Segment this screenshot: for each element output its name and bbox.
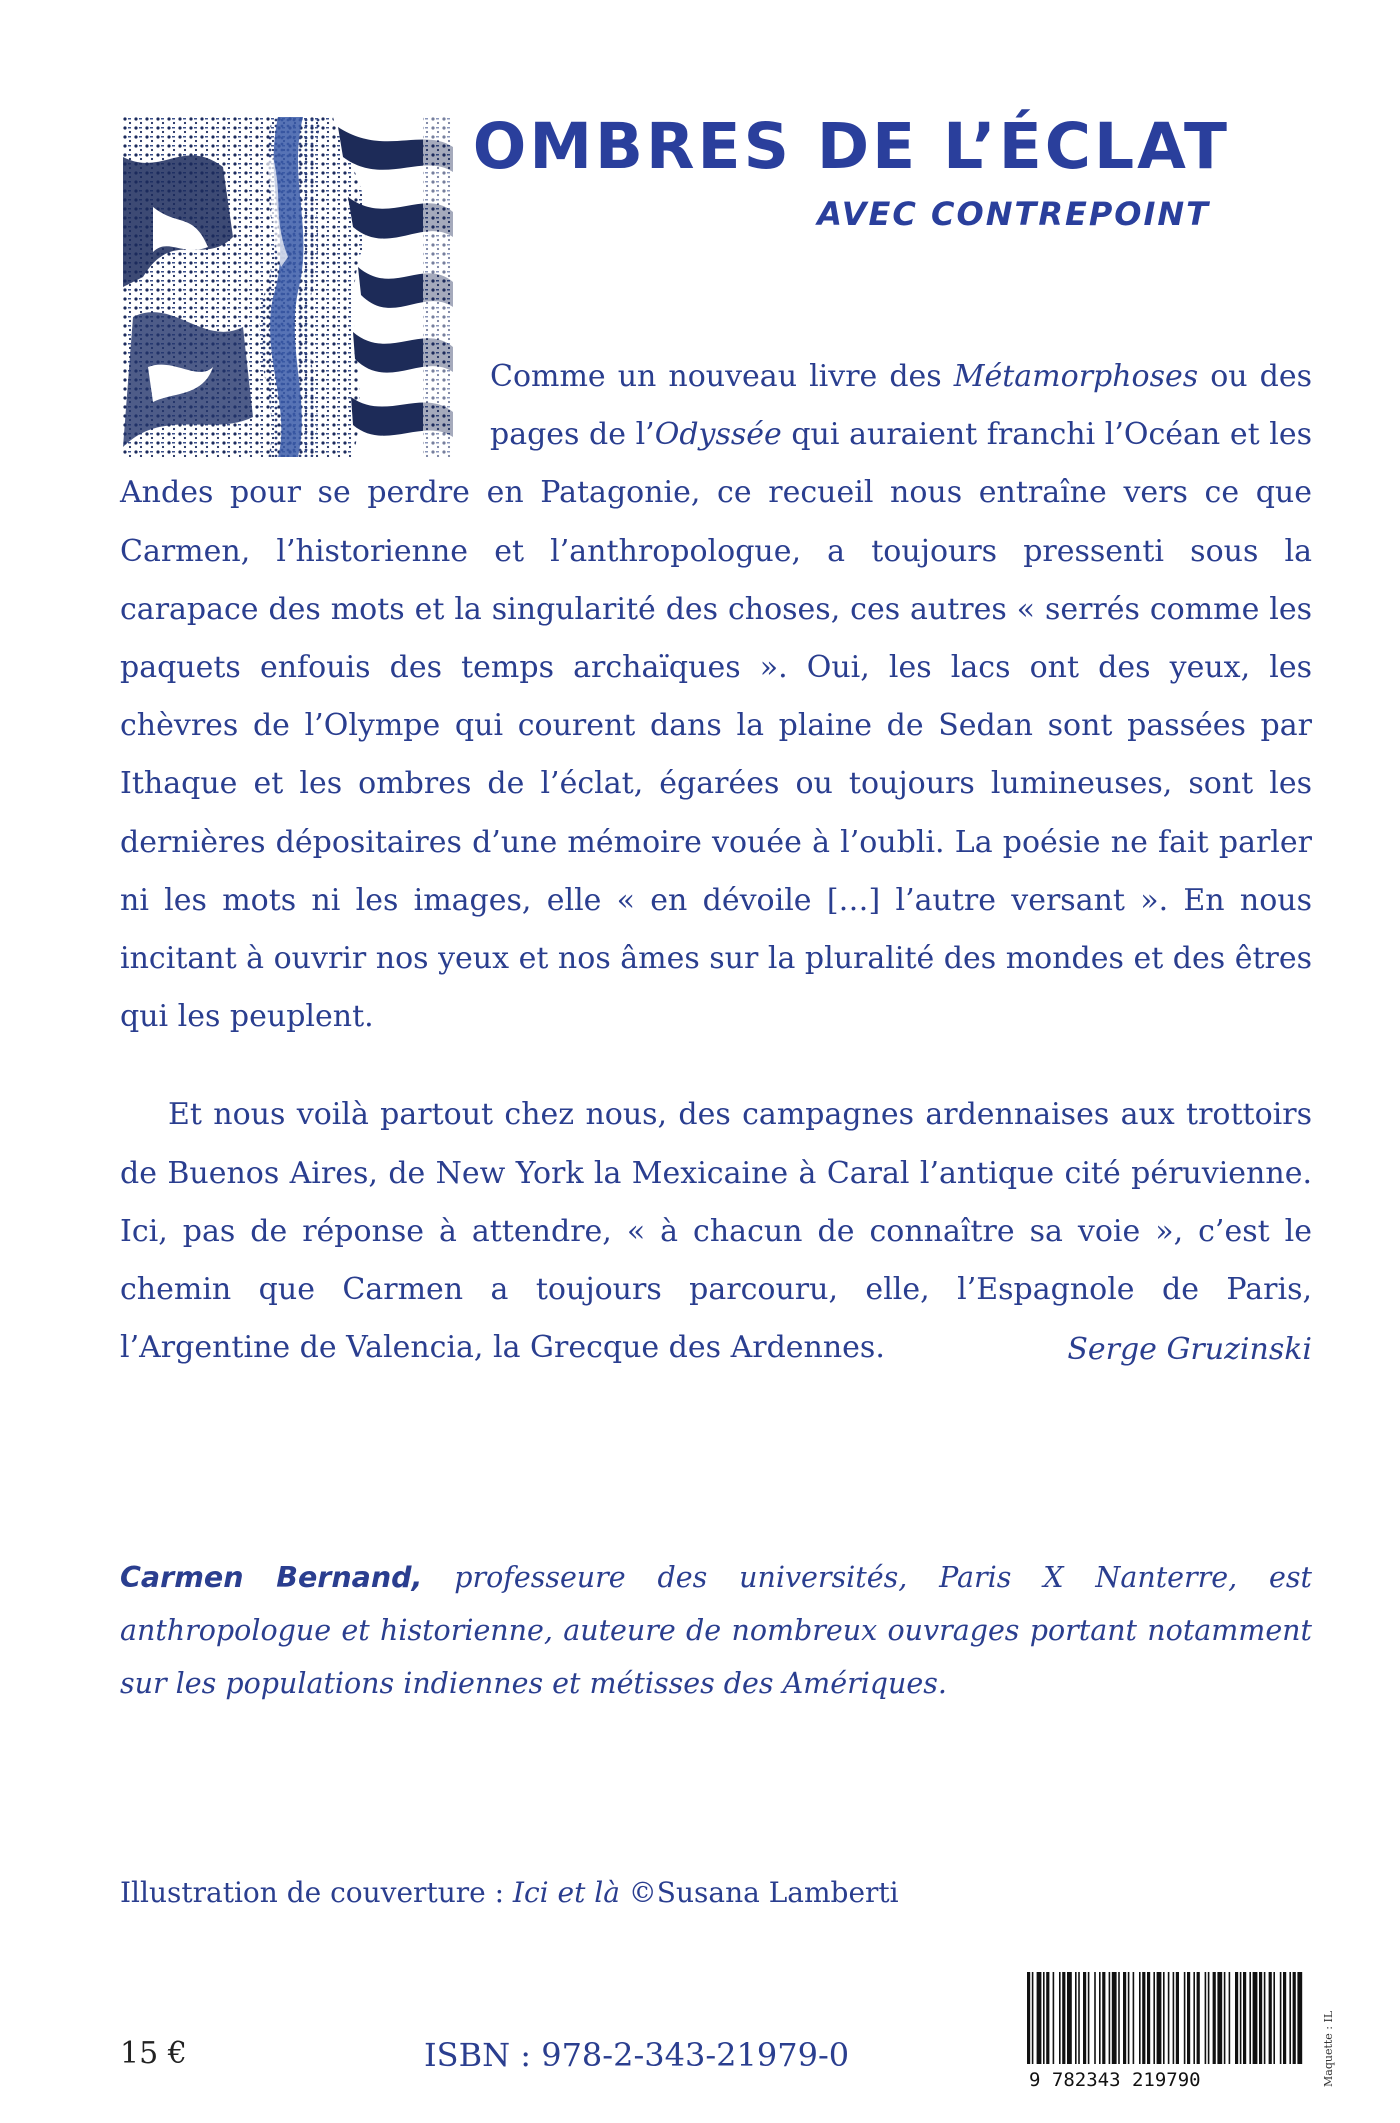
barcode-bar xyxy=(1173,1972,1175,2064)
price: 15 € xyxy=(120,2036,187,2071)
barcode-bar xyxy=(1083,1972,1086,2064)
blurb-text: ou des pages de l’ xyxy=(490,359,1313,453)
barcode-bar xyxy=(1297,1972,1302,2064)
barcode-bar xyxy=(1075,1972,1077,2064)
barcode-bar xyxy=(1259,1972,1262,2064)
barcode-bar xyxy=(1280,1972,1282,2064)
barcode-bar xyxy=(1102,1972,1105,2064)
barcode-bar xyxy=(1094,1972,1096,2064)
barcode-bars xyxy=(1025,1972,1307,2092)
barcode-bar xyxy=(1128,1972,1130,2064)
credit-prefix: Illustration de couverture : xyxy=(120,1876,513,1909)
barcode-bar xyxy=(1062,1972,1065,2064)
barcode-bar xyxy=(1046,1972,1049,2064)
barcode-bar xyxy=(1224,1972,1226,2064)
barcode-bar xyxy=(1187,1972,1190,2064)
barcode-bar xyxy=(1205,1972,1207,2064)
barcode-bar xyxy=(1163,1972,1165,2064)
barcode-bar xyxy=(1032,1972,1034,2064)
blurb-title-odyssee: Odyssée xyxy=(654,417,782,453)
barcode-bar xyxy=(1067,1972,1072,2064)
barcode-bar xyxy=(1229,1972,1231,2064)
barcode-bar xyxy=(1176,1972,1179,2064)
barcode-bar xyxy=(1273,1972,1275,2064)
barcode xyxy=(1025,1972,1307,2092)
barcode-bar xyxy=(1213,1972,1216,2064)
barcode-bar xyxy=(1112,1972,1117,2064)
barcode-digits: 9 782343 219790 xyxy=(1029,2069,1201,2091)
barcode-bar xyxy=(1123,1972,1126,2064)
barcode-bar xyxy=(1037,1972,1042,2064)
barcode-bar xyxy=(1293,1972,1296,2064)
barcode-bar xyxy=(1235,1972,1238,2064)
barcode-bar xyxy=(1240,1972,1242,2064)
barcode-bar xyxy=(1269,1972,1272,2064)
isbn: ISBN : 978-2-343-21979-0 xyxy=(424,2036,850,2074)
barcode-bar xyxy=(1197,1972,1200,2064)
maquette-text: Maquette : IL xyxy=(1322,2010,1335,2087)
book-subtitle: AVEC CONTREPOINT xyxy=(817,195,1210,233)
blurb xyxy=(120,348,1312,1377)
book-title: OMBRES DE L’ÉCLAT xyxy=(472,110,1230,183)
barcode-bar xyxy=(1147,1972,1150,2064)
barcode-bar xyxy=(1053,1972,1055,2064)
blurb-paragraph-2: Et nous voilà partout chez nous, des campagnes ardennaises aux trottoirs de Buenos Aires, de New York la Mexicaine à Caral l’antique cité péruvienne. Ici, pas de réponse à attendre, « à chacun de connaître sa voie », c’est le chemin que Carmen a toujours parcouru, elle, l’Espagnole de Paris, l’Argentine de Valencia, la Grecque des Ardennes. xyxy=(120,1097,1312,1366)
maquette-credit xyxy=(1318,1995,1338,2090)
barcode-bar xyxy=(1264,1972,1266,2064)
barcode-bar xyxy=(1133,1972,1135,2064)
signature: Serge Gruzinski xyxy=(1067,1332,1312,1367)
author-bio-text: professeure des universités, Paris X Nanterre, est anthropologue et historienne, auteure de nombreux ouvrages portant notamment sur les populations indiennes et métisses des Amériques. xyxy=(120,1561,1312,1700)
barcode-bar xyxy=(1217,1972,1222,2064)
barcode-bar xyxy=(1043,1972,1045,2064)
barcode-bar xyxy=(1027,1972,1030,2064)
author-bio xyxy=(120,1551,1312,1710)
credit-artwork: Ici et là xyxy=(512,1876,620,1909)
image-wrap-spacer xyxy=(120,348,490,460)
barcode-bar xyxy=(1249,1972,1251,2064)
barcode-bar xyxy=(1184,1972,1186,2064)
barcode-bar xyxy=(1109,1972,1111,2064)
barcode-bar xyxy=(1088,1972,1090,2064)
barcode-bar xyxy=(1142,1972,1145,2064)
barcode-bar xyxy=(1078,1972,1080,2064)
barcode-bar xyxy=(1118,1972,1120,2064)
author-name: Carmen Bernand, xyxy=(120,1561,423,1594)
blurb-title-metamorphoses: Métamorphoses xyxy=(953,359,1199,394)
barcode-bar xyxy=(1253,1972,1258,2064)
blurb-text: qui auraient franchi l’Océan et les Andes pour se perdre en Patagonie, ce recueil nous entraîne vers ce que Carmen, l’historienne et l’anthropologue, a toujours pressenti sous la carapace des mots et la singularité des choses, ces autres « serrés comme les paquets enfouis des temps archaïques ». Oui, les lacs ont des yeux, les chèvres de l’Olympe qui courent dans la plaine de Sedan sont passées par Ithaque et les ombres de l’éclat, égarées ou toujours lumineuses, sont les dernières dépositaires d’une mémoire vouée à l’oubli. La poésie ne fait parler ni les mots ni les images, elle « en dévoile […] l’autre versant ». En nous incitant à ouvrir nos yeux et nos âmes sur la pluralité des mondes et des êtres qui les peuplent. xyxy=(120,417,1312,1035)
blurb-text: Comme un nouveau livre des xyxy=(490,359,954,394)
barcode-bar xyxy=(1059,1972,1061,2064)
barcode-bar xyxy=(1153,1972,1155,2064)
barcode-bar xyxy=(1168,1972,1170,2064)
barcode-bar xyxy=(1193,1972,1195,2064)
barcode-bar xyxy=(1139,1972,1141,2064)
credit-artist: ©Susana Lamberti xyxy=(619,1876,899,1909)
barcode-bar xyxy=(1099,1972,1101,2064)
illustration-credit xyxy=(120,1876,899,1909)
barcode-bar xyxy=(1243,1972,1246,2064)
barcode-bar xyxy=(1283,1972,1286,2064)
barcode-bar xyxy=(1208,1972,1210,2064)
barcode-bar xyxy=(1289,1972,1291,2064)
barcode-bar xyxy=(1157,1972,1162,2064)
